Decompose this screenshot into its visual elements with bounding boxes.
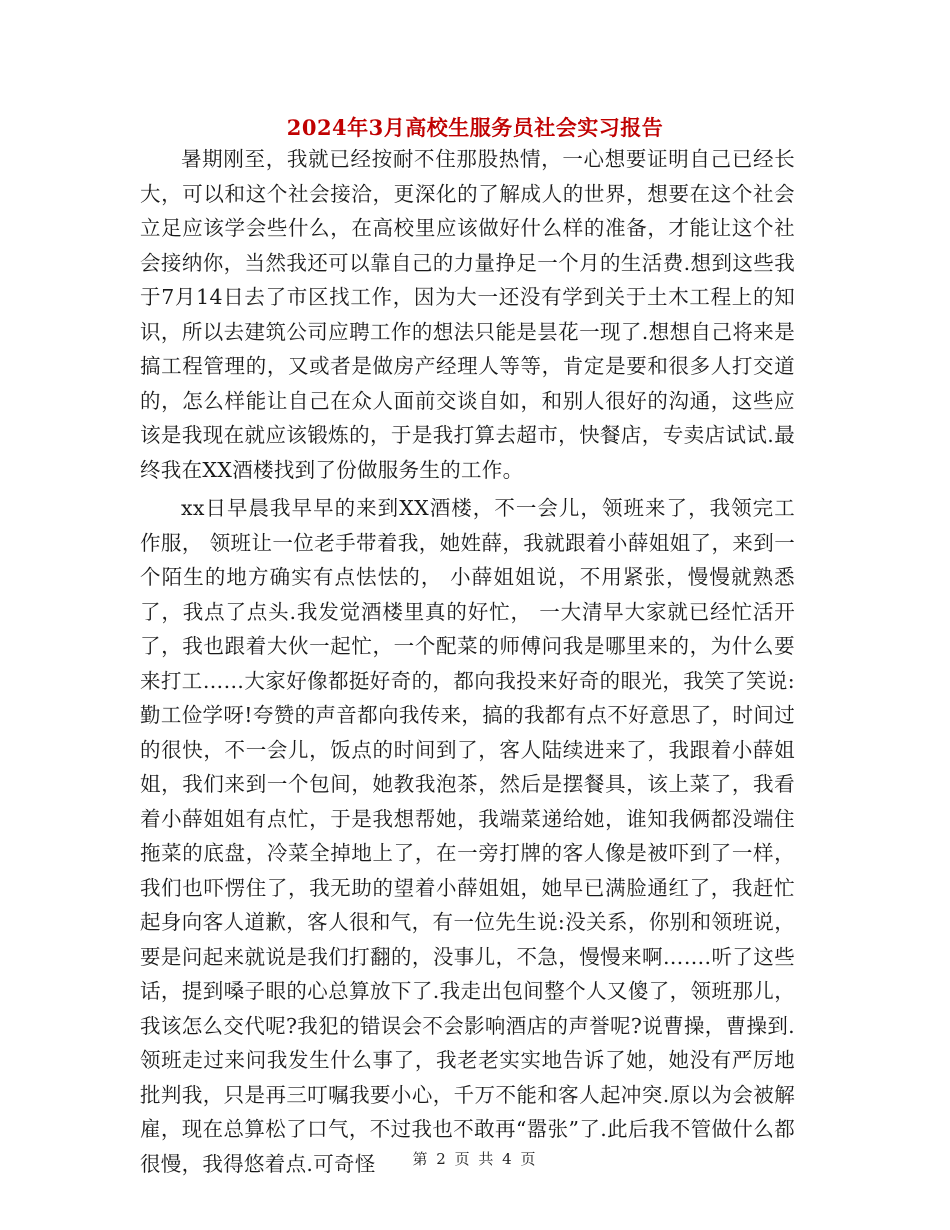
page-footer: 第 2 页 共 4 页 [412,1150,538,1168]
document-title: 2024年3月高校生服务员社会实习报告 [286,115,664,140]
paragraph-1: 暑期刚至，我就已经按耐不住那股热情，一心想要证明自己已经长大，可以和这个社会接洽，更深化的了解成人的世界，想要在这个社会立足应该学会些什么，在高校里应该做好什么样的准备，才能让这个社会接纳你，当然我还可以靠自己的力量挣足一个月的生活费.想到这些我于7月14日去了市区找工作，因为大一还没有学到关于土木工程上的知识，所以去建筑公司应聘工作的想法只能是昙花一现了.想想自己将来是搞工程管理的，又或者是做房产经理人等等，肯定是要和很多人打交道的，怎么样能让自己在众人面前交谈自如，和别人很好的沟通，这些应该是我现在就应该锻炼的，于是我打算去超市，快餐店，专卖店试试.最终我在XX酒楼找到了份做服务生的工作。 [140,147,795,482]
paragraph-2: xx日早晨我早早的来到XX酒楼，不一会儿，领班来了，我领完工作服， 领班让一位老手带着我，她姓薛，我就跟着小薛姐姐了，来到一个陌生的地方确实有点怯怯的， 小薛姐姐说，不用紧张，慢慢就熟悉了，我点了点头.我发觉酒楼里真的好忙， 一大清早大家就已经忙活开了，我也跟着大伙一起忙，一个配菜的师傅问我是哪里来的，为什么要来打工……大家好像都挺好奇的，都向我投来好奇的眼光，我笑了笑说:勤工俭学呀!夸赞的声音都向我传来，搞的我都有点不好意思了，时间过的很快，不一会儿，饭点的时间到了，客人陆续进来了，我跟着小薛姐姐，我们来到一个包间，她教我泡茶，然后是摆餐具，该上菜了，我看着小薛姐姐有点忙，于是我想帮她，我端菜递给她，谁知我俩都没端住拖菜的底盘，冷菜全掉地上了，在一旁打牌的客人像是被吓到了一样，我们也吓愣住了，我无助的望着小薛姐姐，她早已满脸通红了，我赶忙起身向客人道歉，客人很和气，有一位先生说:没关系，你别和领班说，要是问起来就说是我们打翻的，没事儿，不急，慢慢来啊…….听了这些话，提到嗓子眼的心总算放下了.我走出包间整个人又傻了，领班那儿，我该怎么交代呢?我犯的错误会不会影响酒店的声誉呢?说曹操，曹操到. 领班走过来问我发生什么事了，我老老实实地告诉了她，她没有严厉地批判我，只是再三叮嘱我要小心，千万不能和客人起冲突.原以为会被解雇，现在总算松了口气，不过我也不敢再“嚣张”了.此后我不管做什么都很慢，我得悠着点.可奇怪 [140,496,795,1176]
document-body [140,142,795,1181]
